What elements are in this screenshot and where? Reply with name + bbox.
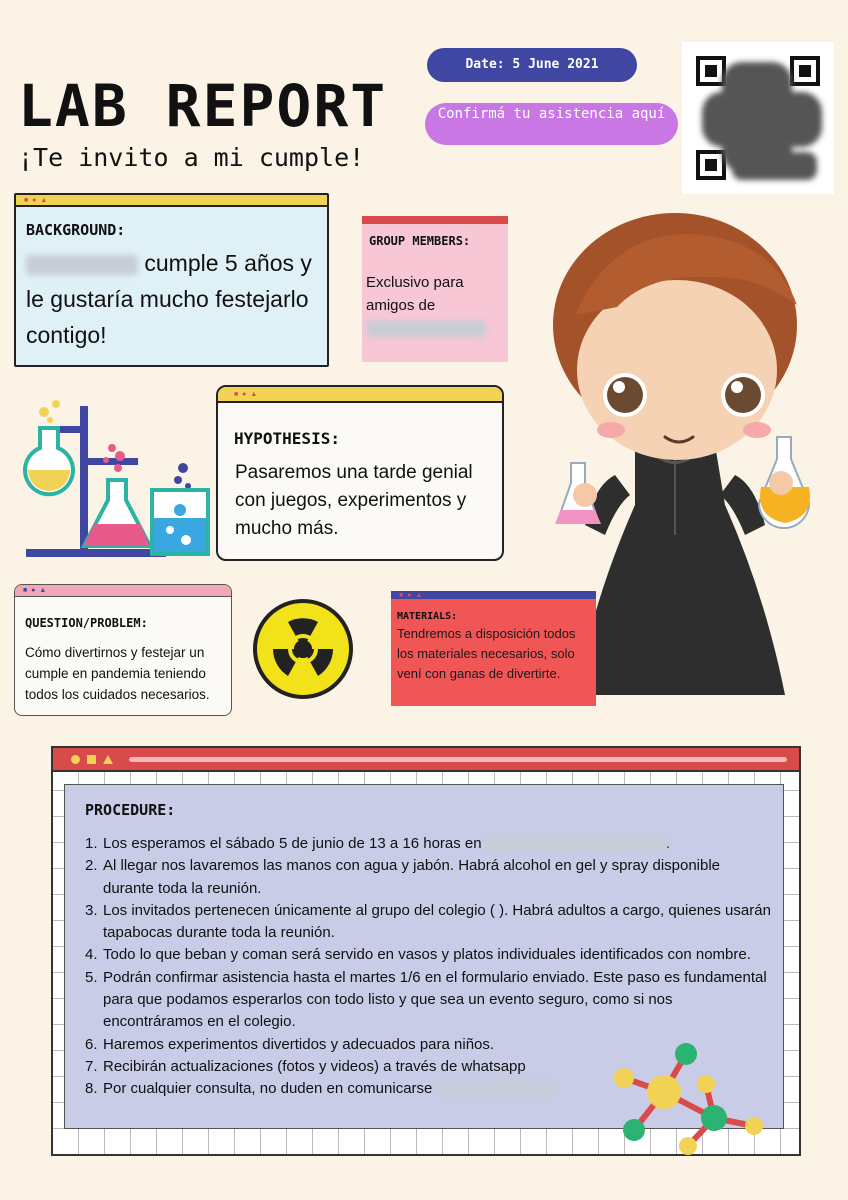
- question-text: Cómo divertirnos y festejar un cumple en pandemia teniendo todos los cuidados necesarios.: [25, 645, 210, 702]
- list-item: 2. Al llegar nos lavaremos las manos con agua y jabón. Habrá alcohol en gel y spray disponible durante toda la reunión.: [85, 857, 721, 897]
- page-title: LAB REPORT: [18, 72, 388, 140]
- list-item: 8. Por cualquier consulta, no duden en comunicarse: [85, 1078, 775, 1100]
- radioactive-icon: [252, 598, 354, 700]
- list-item: 4. Todo lo que beban y coman será servido en vasos y platos individuales identificados con nombre.: [85, 946, 751, 964]
- background-label: BACKGROUND:: [26, 221, 126, 239]
- hypothesis-label: HYPOTHESIS:: [234, 429, 340, 448]
- qr-code-icon[interactable]: [682, 42, 834, 194]
- list-item: 6. Haremos experimentos divertidos y adecuados para niños.: [85, 1035, 495, 1053]
- date-badge: Date: 5 June 2021: [427, 48, 637, 82]
- question-label: QUESTION/PROBLEM:: [25, 616, 148, 630]
- redacted-name: [366, 321, 486, 337]
- molecule-icon: [608, 1040, 768, 1158]
- materials-label: MATERIALS:: [397, 611, 458, 622]
- materials-card: ■ ● ▲ MATERIALS: Tendremos a disposición todos los materiales necesarios, solo vení con ganas de divertirte.: [391, 591, 596, 706]
- group-members-label: GROUP MEMBERS:: [369, 234, 471, 248]
- list-item: 7. Recibirán actualizaciones (fotos y videos) a través de whatsapp: [85, 1057, 526, 1075]
- confirm-attendance-button[interactable]: Confirmá tu asistencia aquí: [425, 103, 678, 145]
- lab-glassware-icon: [20, 398, 215, 563]
- hypothesis-card: ■ ● ▲ HYPOTHESIS: Pasaremos una tarde genial con juegos, experimentos y mucho más.: [216, 385, 504, 561]
- background-card: ■ ● ▲ BACKGROUND: cumple 5 años y le gustaría mucho festejarlo contigo!: [14, 193, 329, 367]
- list-item: 3. Los invitados pertenecen únicamente al grupo del colegio ( ). Habrá adultos a cargo, quienes usarán tapabocas durante toda la reunión.: [85, 901, 771, 942]
- page-subtitle: ¡Te invito a mi cumple!: [18, 143, 365, 172]
- redacted-name: [26, 255, 138, 275]
- materials-text: Tendremos a disposición todos los materiales necesarios, solo vení con ganas de divertirte.: [397, 626, 576, 681]
- list-item: 5. Podrán confirmar asistencia hasta el martes 1/6 en el formulario enviado. Este paso es fundamental para que podamos esperarlos con todo listo y que sea un evento seguro, como si nos encontráramos en el colegio.: [85, 968, 767, 1031]
- progress-track: [129, 757, 787, 762]
- background-text: cumple 5 años y le gustaría mucho festejarlo contigo!: [26, 250, 312, 348]
- question-card: ■ ● ▲ QUESTION/PROBLEM: Cómo divertirnos y festejar un cumple en pandemia teniendo todos los cuidados necesarios.: [14, 584, 232, 716]
- group-members-card: [362, 216, 508, 362]
- hypothesis-text: Pasaremos una tarde genial con juegos, experimentos y mucho más.: [235, 462, 473, 539]
- procedure-label: PROCEDURE:: [85, 801, 176, 819]
- list-item: 1. Los esperamos el sábado 5 de junio de 13 a 16 horas en .: [85, 835, 670, 852]
- group-members-text: Exclusivo para amigos de: [366, 274, 464, 314]
